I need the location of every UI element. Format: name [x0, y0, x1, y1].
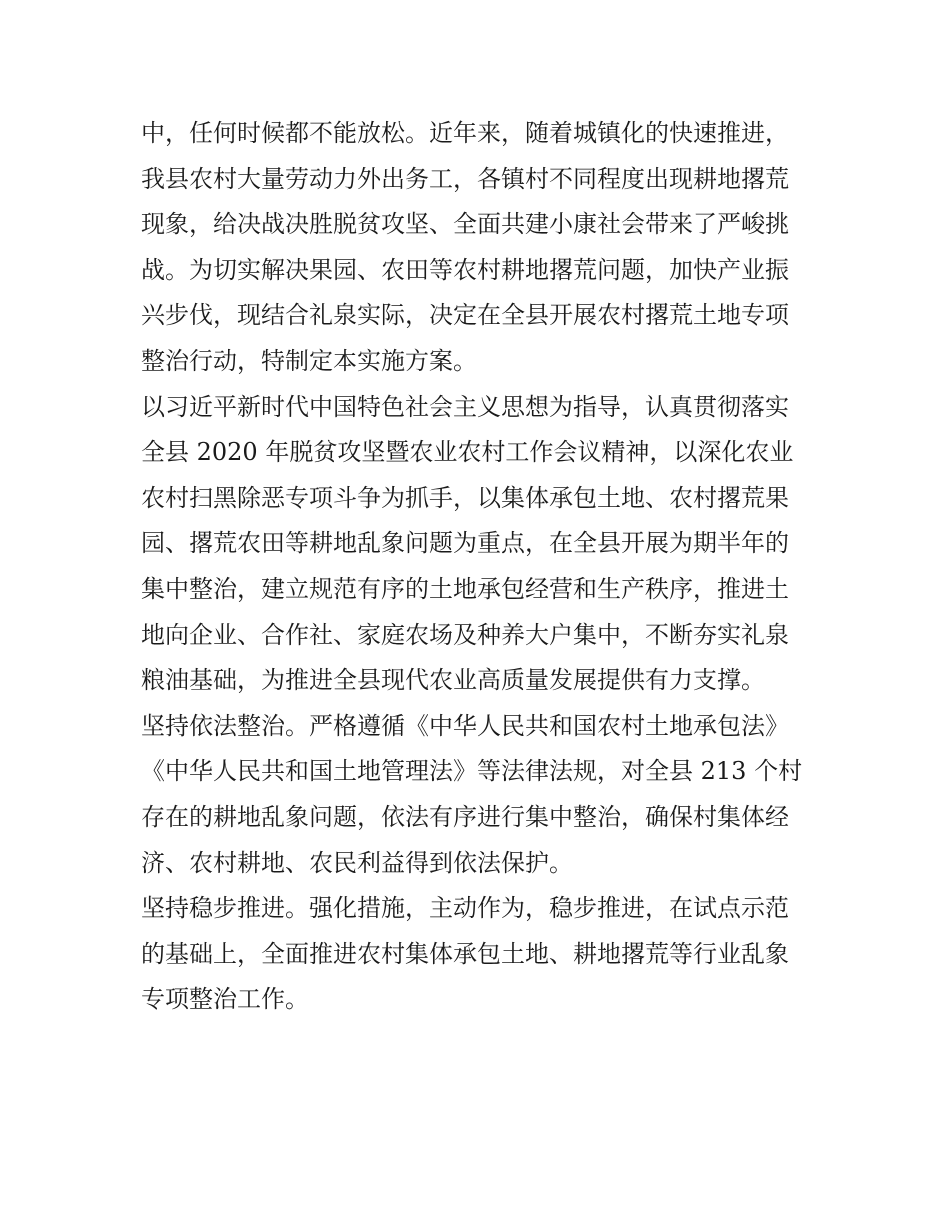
text-line: 专项整治工作。 [141, 985, 309, 1014]
text-line: 全县 2020 年脱贫攻坚暨农业农村工作会议精神，以深化农业 [141, 438, 794, 467]
text-line: 坚持稳步推进。强化措施，主动作为，稳步推进，在试点示范 [141, 894, 789, 923]
text-line: 的基础上，全面推进农村集体承包土地、耕地撂荒等行业乱象 [141, 939, 789, 968]
text-line: 地向企业、合作社、家庭农场及种养大户集中，不断夯实礼泉 [141, 620, 789, 649]
text-line: 集中整治，建立规范有序的土地承包经营和生产秩序，推进土 [141, 574, 789, 603]
text-line: 农村扫黑除恶专项斗争为抓手，以集体承包土地、农村撂荒果 [141, 483, 789, 512]
text-line: 济、农村耕地、农民利益得到依法保护。 [141, 848, 573, 877]
text-line: 战。为切实解决果园、农田等农村耕地撂荒问题，加快产业振 [141, 255, 789, 284]
text-line: 现象，给决战决胜脱贫攻坚、全面共建小康社会带来了严峻挑 [141, 210, 789, 239]
text-line: 园、撂荒农田等耕地乱象问题为重点，在全县开展为期半年的 [141, 529, 789, 558]
text-line: 存在的耕地乱象问题，依法有序进行集中整治，确保村集体经 [141, 802, 789, 831]
text-line: 粮油基础，为推进全县现代农业高质量发展提供有力支撑。 [141, 666, 765, 695]
text-line: 整治行动，特制定本实施方案。 [141, 346, 477, 375]
text-line: 坚持依法整治。严格遵循《中华人民共和国农村土地承包法》 [141, 711, 789, 740]
text-line: 中，任何时候都不能放松。近年来，随着城镇化的快速推进， [141, 119, 789, 147]
document-body [141, 111, 821, 1023]
text-line: 《中华人民共和国土地管理法》等法律法规，对全县 213 个村 [141, 757, 803, 786]
text-line: 以习近平新时代中国特色社会主义思想为指导，认真贯彻落实 [141, 392, 789, 421]
text-line: 我县农村大量劳动力外出务工，各镇村不同程度出现耕地撂荒 [141, 164, 789, 193]
text-line: 兴步伐，现结合礼泉实际，决定在全县开展农村撂荒土地专项 [141, 301, 789, 330]
